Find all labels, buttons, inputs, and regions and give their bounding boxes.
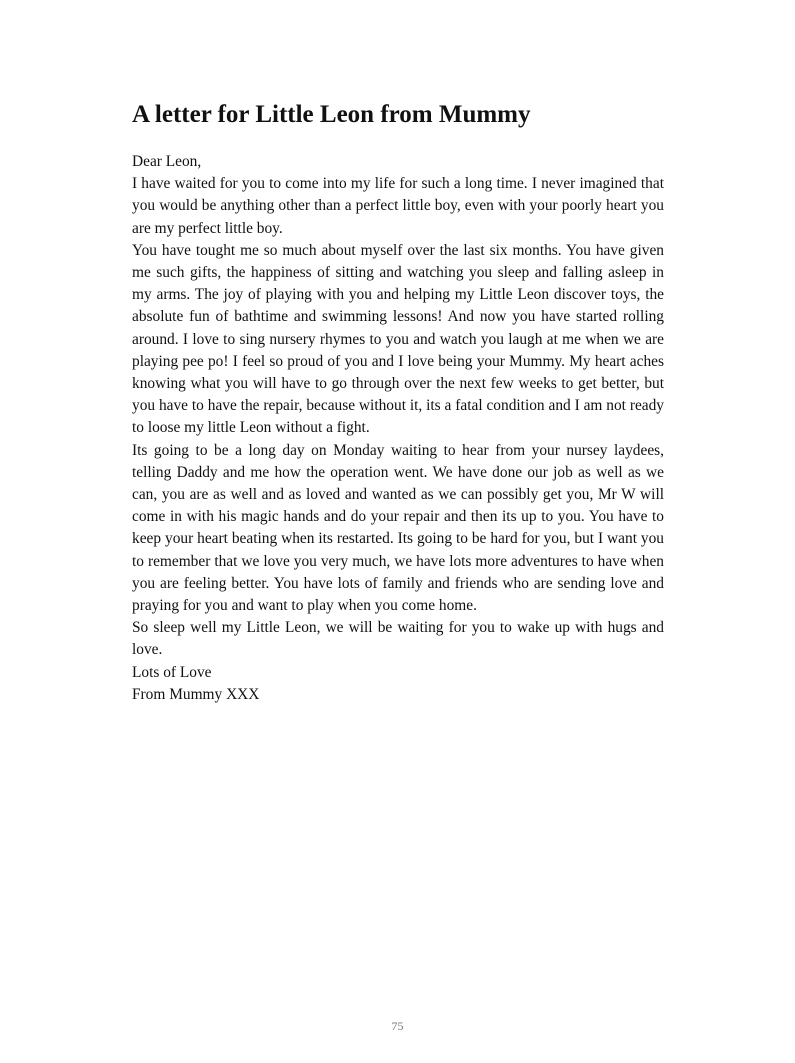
- letter-signature: From Mummy XXX: [132, 685, 260, 703]
- letter-paragraph-3: Its going to be a long day on Monday waiting to hear from your nursey laydees, telling Daddy and me how the operation went. We have done our job as well as we can, you are as well and as loved and wanted as we can possibly get you, Mr W will come in with his magic hands and do your repair and then its up to you. You have to keep your heart beating when its restarted. Its going to be hard for you, but I want you to remember that we love you very much, we have lots more adventures to have when you are feeling better. You have lots of family and friends who are sending love and praying for you and want to play when you come home.: [132, 441, 664, 615]
- letter-body: [132, 151, 664, 706]
- letter-paragraph-2: You have tought me so much about myself over the last six months. You have given me such gifts, the happiness of sitting and watching you sleep and falling asleep in my arms. The joy of playing with you and helping my Little Leon discover toys, the absolute fun of bathtime and swimming lessons! And now you have started rolling around. I love to sing nursery rhymes to you and watch you laugh at me when we are playing pee po! I feel so proud of you and I love being your Mummy. My heart aches knowing what you will have to go through over the next few weeks to get better, but you have to have the repair, because without it, its a fatal condition and I am not ready to loose my little Leon without a fight.: [132, 241, 664, 437]
- letter-paragraph-4: So sleep well my Little Leon, we will be waiting for you to wake up with hugs and love.: [132, 619, 664, 659]
- letter-closing: Lots of Love: [132, 663, 212, 681]
- letter-greeting: Dear Leon,: [132, 153, 202, 170]
- page-title: A letter for Little Leon from Mummy: [132, 101, 531, 128]
- letter-paragraph-1: I have waited for you to come into my life for such a long time. I never imagined that you would be anything other than a perfect little boy, even with your poorly heart you are my perfect little boy.: [132, 175, 664, 237]
- page-number: 75: [391, 1019, 404, 1033]
